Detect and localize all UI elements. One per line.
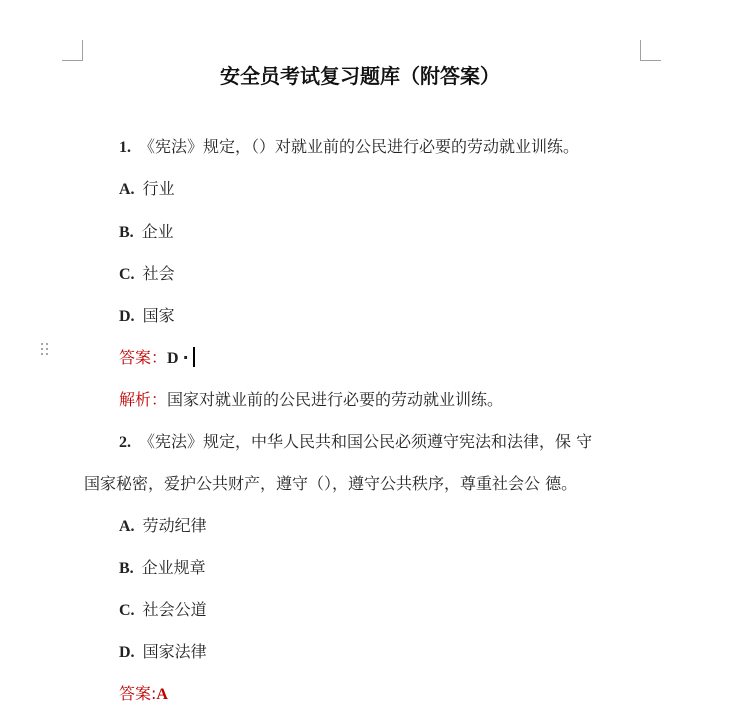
text-cursor: [193, 347, 195, 367]
option-letter: B.: [119, 560, 134, 577]
analysis-label: 解析：: [119, 390, 168, 409]
option-letter: C.: [119, 266, 135, 283]
option-text: 企业: [141, 222, 174, 241]
answer-value: A: [156, 686, 168, 703]
option-text: 国家法律: [142, 642, 207, 661]
answer-label: 答案:: [119, 684, 157, 703]
question-2-answer: [119, 683, 168, 706]
margin-corner-top-right: [640, 40, 661, 61]
question-1-option-a: [119, 178, 175, 201]
answer-label: 答案：: [119, 348, 168, 367]
question-2-stem-line-2: 国家秘密，爱护公共财产，遵守（），遵守公共秩序，尊重社会公 德。: [84, 474, 578, 493]
option-text: 企业规章: [141, 558, 206, 577]
question-1-stem: [119, 136, 579, 159]
option-text: 国家: [142, 306, 175, 325]
option-text: 社会公道: [142, 600, 207, 619]
analysis-text: 国家对就业前的公民进行必要的劳动就业训练。: [167, 390, 504, 409]
question-2-option-a: [119, 515, 207, 538]
option-text: 社会: [142, 264, 175, 283]
question-1-option-d: [119, 305, 175, 328]
option-letter: A.: [119, 181, 135, 198]
option-text: 行业: [142, 179, 175, 198]
paragraph-mark-icon: ·: [182, 348, 189, 367]
question-2-option-c: [119, 599, 207, 622]
question-2-option-d: [119, 641, 207, 664]
question-2-option-b: [119, 557, 206, 580]
answer-value: D: [167, 350, 179, 367]
option-letter: C.: [119, 602, 135, 619]
option-text: 劳动纪律: [142, 516, 207, 535]
question-text: 《宪法》规定，（）对就业前的公民进行必要的劳动就业训练。: [139, 137, 580, 156]
question-1-analysis: [119, 389, 503, 411]
option-letter: D.: [119, 644, 135, 661]
paragraph-drag-handle-icon[interactable]: [41, 343, 51, 359]
option-letter: B.: [119, 224, 134, 241]
question-2-stem-line-1: [119, 431, 592, 454]
question-1-answer[interactable]: [119, 347, 195, 370]
question-1-option-b: [119, 221, 174, 244]
question-text: 《宪法》规定，中华人民共和国公民必须遵守宪法和法律，保 守: [139, 432, 593, 451]
option-letter: A.: [119, 518, 135, 535]
question-number: 2.: [119, 434, 131, 451]
option-letter: D.: [119, 308, 135, 325]
document-title: 安全员考试复习题库（附答案）: [220, 64, 500, 88]
margin-corner-top-left: [62, 40, 83, 61]
question-1-option-c: [119, 263, 175, 286]
question-number: 1.: [119, 139, 131, 156]
